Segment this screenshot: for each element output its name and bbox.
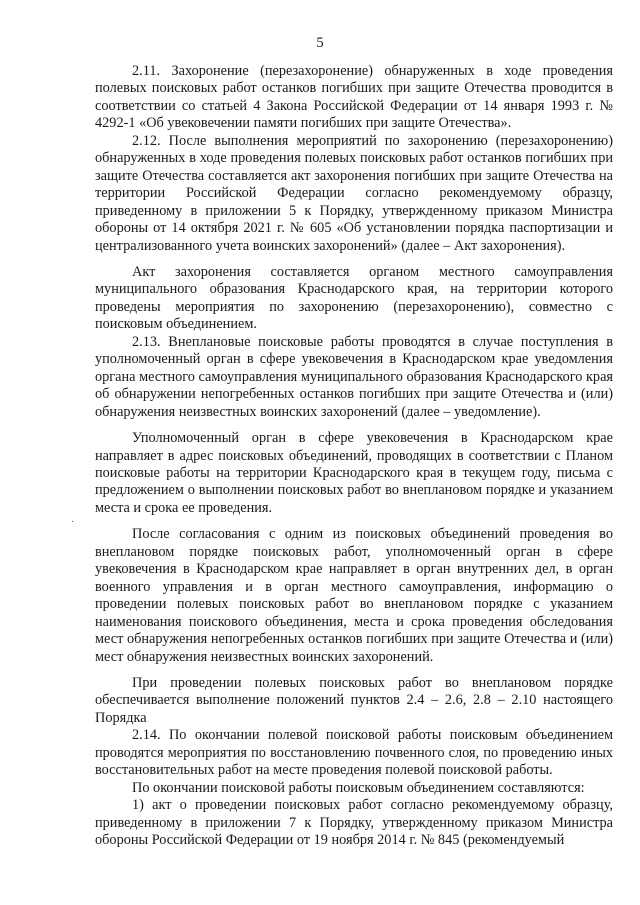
paragraph-item-1: 1) акт о проведении поисковых работ согласно рекомендуемому образцу, приведенному в приложении 7 к Порядку, утвержденному приказом Министра обороны Российской Федерации от 19 ноября 2014 г. № 845 (рекомендуемый bbox=[95, 797, 613, 849]
page-number: 5 bbox=[316, 35, 324, 51]
margin-dot: · bbox=[71, 517, 75, 528]
paragraph-2-12: 2.12. После выполнения мероприятий по захоронению (перезахоронению) обнаруженных в ходе проведения полевых поисковых работ останков погибших при защите Отечества составляется акт захоронения погибших при защите Отечества на территории Российской Федерации согласно рекомендуемому образцу, приведенному в приложении 5 к Порядку, утвержденному приказом Министра обороны от 14 октября 2021 г. № 605 «Об установлении порядка паспортизации и централизованного учета воинских захоронений» (далее – Акт захоронения). bbox=[95, 132, 613, 254]
document-body bbox=[95, 63, 613, 849]
paragraph-burial-act: Акт захоронения составляется органом местного самоуправления муниципального образования Краснодарского края, на территории которого проведены мероприятия по захоронению (перезахоронению), совместно с поисковым объединением. bbox=[95, 263, 613, 333]
paragraph-2-13: 2.13. Внеплановые поисковые работы проводятся в случае поступления в уполномоченный орган в сфере увековечения в Краснодарском крае уведомления органа местного самоуправления муниципального образования Краснодарского края об обнаружении непогребенных останков погибших при защите Отечества и (или) обнаружения неизвестных воинских захоронений (далее – уведомление). bbox=[95, 333, 613, 420]
paragraph-2-14: 2.14. По окончании полевой поисковой работы поисковым объединением проводятся мероприятия по восстановлению почвенного слоя, по проведению иных восстановительных работ на месте проведения полевой поисковой работы. bbox=[95, 727, 613, 779]
paragraph-unscheduled: При проведении полевых поисковых работ во внеплановом порядке обеспечивается выполнение положений пунктов 2.4 – 2.6, 2.8 – 2.10 настоящего Порядка bbox=[95, 674, 613, 726]
paragraph-after-agreement: После согласования с одним из поисковых объединений проведения во внеплановом порядке поисковых работ, уполномоченный орган в сфере увековечения в Краснодарском крае направляет в орган внутренних дел, в орган военного управления и в орган местного самоуправления, информацию о проведении полевых поисковых работ во внеплановом порядке с указанием наименования поискового объединения, места и срока проведения обследования мест обнаружения непогребенных останков погибших при защите Отечества и (или) мест обнаружения неизвестных воинских захоронений. bbox=[95, 526, 613, 665]
paragraph-completion: По окончании поисковой работы поисковым объединением составляются: bbox=[132, 779, 585, 796]
paragraph-2-11: 2.11. Захоронение (перезахоронение) обнаруженных в ходе проведения полевых поисковых работ останков погибших при защите Отечества проводится в соответствии со статьей 4 Закона Российской Федерации от 14 января 1993 г. № 4292-1 «Об увековечении памяти погибших при защите Отечества». bbox=[95, 63, 613, 132]
paragraph-authorized-body: Уполномоченный орган в сфере увековечения в Краснодарском крае направляет в адрес поисковых объединений, проводящих в соответствии с Планом поисковые работы на территории Краснодарского края в текущем году, письма с предложением о выполнении поисковых работ во внеплановом порядке и указанием места и срока ее проведения. bbox=[95, 430, 613, 516]
